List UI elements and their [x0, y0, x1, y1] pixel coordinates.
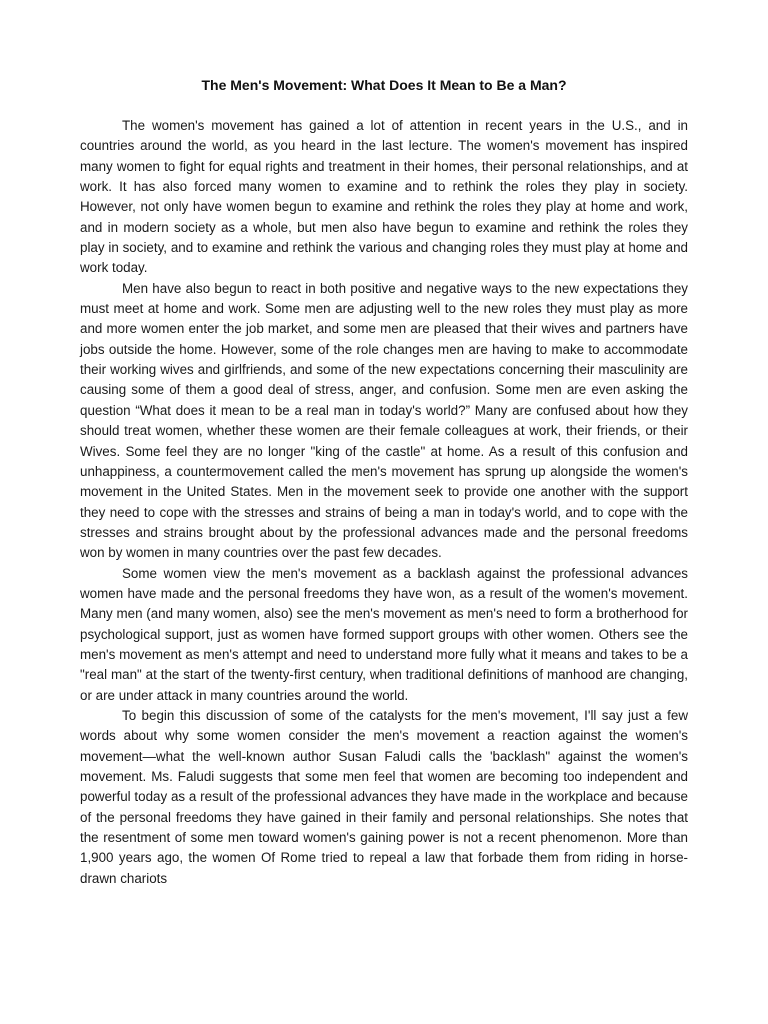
- document-body: [80, 116, 688, 889]
- paragraph-3: Some women view the men's movement as a backlash against the professional advances women have made and the personal freedoms they have won, as a result of the women's movement. Many men (and many women, also) see the men's movement as men's need to form a brotherhood for psychological support, just as women have formed support groups with other women. Others see the men's movement as men's attempt and need to understand more fully what it means and takes to be a "real man" at the start of the twenty-first century, when traditional definitions of manhood are changing, or are under attack in many countries around the world.: [80, 565, 688, 703]
- paragraph-4: To begin this discussion of some of the catalysts for the men's movement, I'll say just a few words about why some women consider the men's movement a reaction against the women's movement—what the well-known author Susan Faludi calls the 'backlash" against the women's movement. Ms. Faludi suggests that some men feel that women are becoming too independent and powerful today as a result of the professional advances they have made in the workplace and because of the personal freedoms they have gained in their family and personal relationships. She notes that the resentment of some men toward women's gaining power is not a recent phenomenon. More than 1,900 years ago, the women Of Rome tried to repeal a law that forbade them from riding in horse-drawn chariots: [80, 707, 688, 886]
- paragraph-2: Men have also begun to react in both positive and negative ways to the new expectations they must meet at home and work. Some men are adjusting well to the new roles they must play as more and more women enter the job market, and some men are pleased that their wives and partners have jobs outside the home. However, some of the role changes men are having to make to accommodate their working wives and girlfriends, and some of the new expectations concerning their masculinity are causing some of them a good deal of stress, anger, and confusion. Some men are even asking the question “What does it mean to be a real man in today's world?” Many are confused about how they should treat women, whether these women are their female colleagues at work, their friends, or their Wives. Some feel they are no longer "king of the castle" at home. As a result of this confusion and unhappiness, a countermovement called the men's movement has sprung up alongside the women's movement in the United States. Men in the movement seek to provide one another with the support they need to cope with the stresses and strains of being a man in today's world, and to cope with the stresses and strains brought about by the professional advances made and the personal freedoms won by women in many countries over the past few decades.: [80, 280, 688, 561]
- paragraph-1: The women's movement has gained a lot of attention in recent years in the U.S., and in countries around the world, as you heard in the last lecture. The women's movement has inspired many women to fight for equal rights and treatment in their homes, their personal relationships, and at work. It has also forced many women to examine and to rethink the roles they play in society. However, not only have women begun to examine and rethink the roles they play at home and work, and in modern society as a whole, but men also have begun to examine and rethink the roles they play in society, and to examine and rethink the various and changing roles they must play at home and work today.: [80, 118, 688, 276]
- document-title: The Men's Movement: What Does It Mean to Be a Man?: [201, 77, 567, 93]
